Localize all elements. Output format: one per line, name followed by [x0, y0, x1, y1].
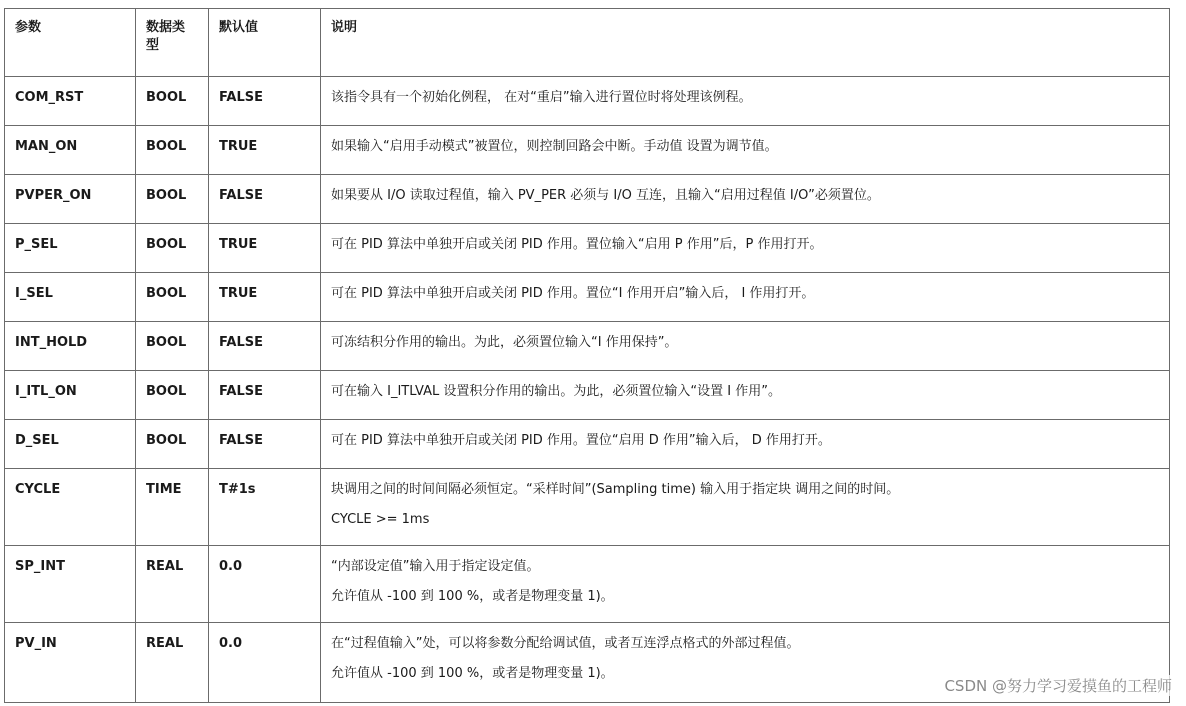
param-default: 0.0	[209, 623, 321, 703]
param-description	[321, 420, 1170, 469]
header-row	[5, 9, 1170, 77]
param-default: FALSE	[209, 420, 321, 469]
param-type: BOOL	[136, 126, 209, 175]
description-line: 可在输入 I_ITLVAL 设置积分作用的输出。为此，必须置位输入“设置 I 作用”。	[331, 384, 781, 399]
table-row	[5, 77, 1170, 126]
description-line: 块调用之间的时间间隔必须恒定。“采样时间”(Sampling time) 输入用于指定块 调用之间的时间。	[331, 482, 900, 497]
param-default: TRUE	[209, 224, 321, 273]
header-description: 说明	[321, 9, 1170, 77]
param-default: FALSE	[209, 77, 321, 126]
param-type: BOOL	[136, 224, 209, 273]
description-line: 该指令具有一个初始化例程， 在对“重启”输入进行置位时将处理该例程。	[331, 90, 752, 105]
header-default: 默认值	[209, 9, 321, 77]
description-line: 允许值从 -100 到 100 %，或者是物理变量 1)。	[331, 666, 614, 681]
header-datatype: 数据类型	[136, 9, 209, 77]
table-row	[5, 224, 1170, 273]
param-description	[321, 126, 1170, 175]
param-description	[321, 224, 1170, 273]
param-type: BOOL	[136, 175, 209, 224]
param-type: BOOL	[136, 77, 209, 126]
table-row	[5, 420, 1170, 469]
param-type: BOOL	[136, 322, 209, 371]
param-name: MAN_ON	[5, 126, 136, 175]
param-type: REAL	[136, 623, 209, 703]
description-line: “内部设定值”输入用于指定设定值。	[331, 559, 540, 574]
table-row	[5, 175, 1170, 224]
param-name: D_SEL	[5, 420, 136, 469]
description-line: 可在 PID 算法中单独开启或关闭 PID 作用。置位输入“启用 P 作用”后，P 作用打开。	[331, 237, 823, 252]
watermark: CSDN @努力学习爱摸鱼的工程师	[944, 677, 1172, 695]
parameter-table	[4, 8, 1170, 703]
param-name: P_SEL	[5, 224, 136, 273]
param-description	[321, 273, 1170, 322]
description-line: 可冻结积分作用的输出。为此，必须置位输入“I 作用保持”。	[331, 335, 678, 350]
param-default: TRUE	[209, 126, 321, 175]
param-default: TRUE	[209, 273, 321, 322]
table-row	[5, 322, 1170, 371]
param-type: BOOL	[136, 273, 209, 322]
param-default: T#1s	[209, 469, 321, 546]
description-line: 如果要从 I/O 读取过程值，输入 PV_PER 必须与 I/O 互连，且输入“启用过程值 I/O”必须置位。	[331, 188, 880, 203]
param-description	[321, 371, 1170, 420]
description-line: 可在 PID 算法中单独开启或关闭 PID 作用。置位“I 作用开启”输入后， I 作用打开。	[331, 286, 815, 301]
param-name: SP_INT	[5, 546, 136, 623]
param-name: PV_IN	[5, 623, 136, 703]
param-name: PVPER_ON	[5, 175, 136, 224]
param-description	[321, 469, 1170, 546]
table-row	[5, 126, 1170, 175]
param-name: INT_HOLD	[5, 322, 136, 371]
param-name: CYCLE	[5, 469, 136, 546]
header-param: 参数	[5, 9, 136, 77]
param-name: COM_RST	[5, 77, 136, 126]
param-default: FALSE	[209, 322, 321, 371]
param-type: BOOL	[136, 371, 209, 420]
table-row	[5, 273, 1170, 322]
param-description	[321, 322, 1170, 371]
param-name: I_ITL_ON	[5, 371, 136, 420]
description-line: 可在 PID 算法中单独开启或关闭 PID 作用。置位“启用 D 作用”输入后， D 作用打开。	[331, 433, 831, 448]
param-type: BOOL	[136, 420, 209, 469]
param-default: 0.0	[209, 546, 321, 623]
param-description	[321, 77, 1170, 126]
param-type: REAL	[136, 546, 209, 623]
description-line: CYCLE >= 1ms	[331, 512, 430, 527]
param-name: I_SEL	[5, 273, 136, 322]
param-default: FALSE	[209, 371, 321, 420]
description-line: 在“过程值输入”处，可以将参数分配给调试值，或者互连浮点格式的外部过程值。	[331, 636, 800, 651]
description-line: 如果输入“启用手动模式”被置位，则控制回路会中断。手动值 设置为调节值。	[331, 139, 778, 154]
table-row	[5, 546, 1170, 623]
description-line: 允许值从 -100 到 100 %，或者是物理变量 1)。	[331, 589, 614, 604]
param-default: FALSE	[209, 175, 321, 224]
param-description	[321, 546, 1170, 623]
table-row	[5, 371, 1170, 420]
param-type: TIME	[136, 469, 209, 546]
table-row	[5, 469, 1170, 546]
param-description	[321, 175, 1170, 224]
